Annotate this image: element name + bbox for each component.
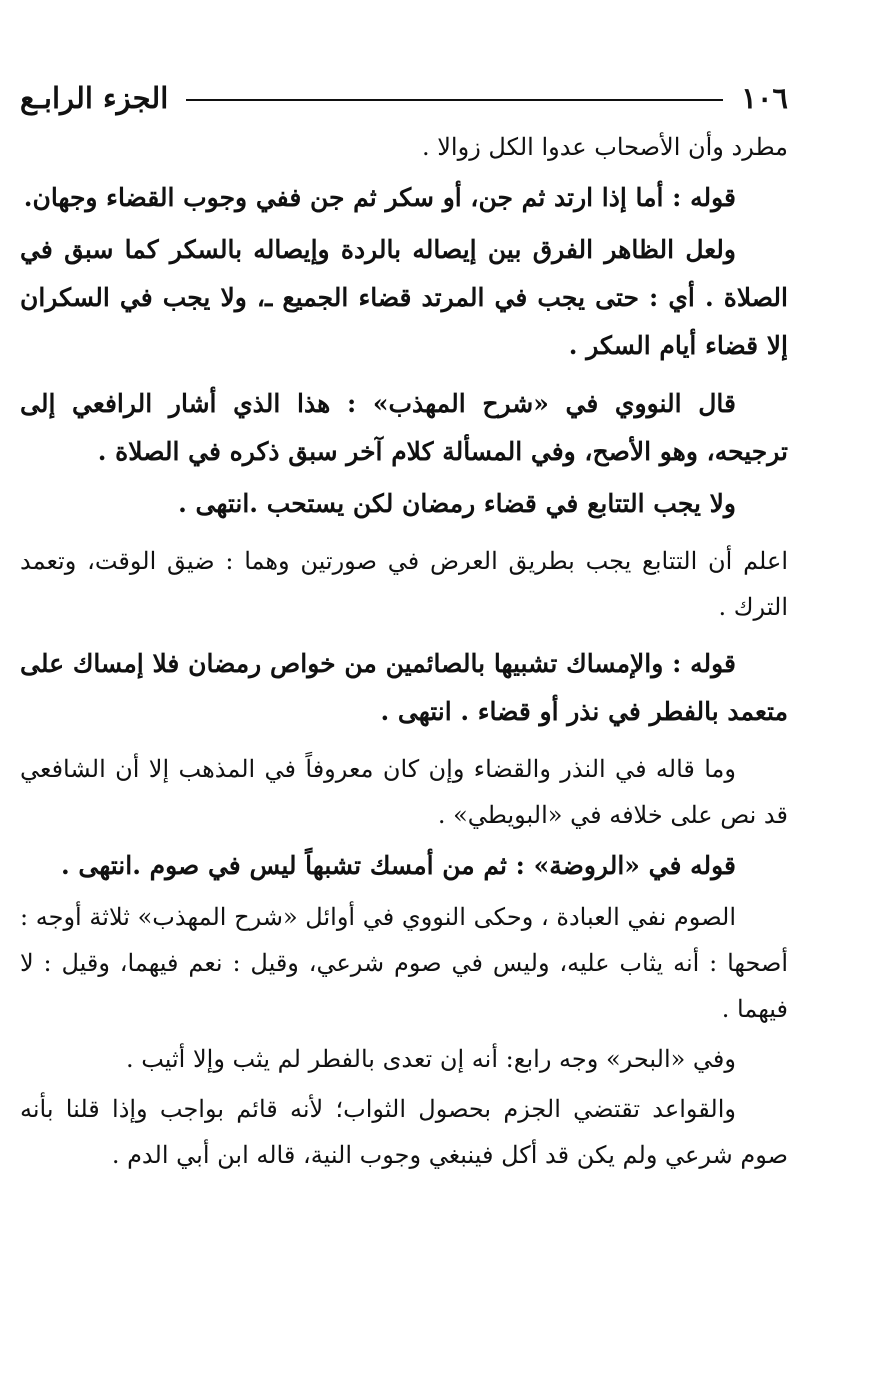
- paragraph: والقواعد تقتضي الجزم بحصول الثواب؛ لأنه قائم بواجب وإذا قلنا بأنه صوم شرعي ولم يكن قد أكل فينبغي وجوب النية، قاله ابن أبي الدم .: [20, 1095, 788, 1169]
- page-number: ١٠٦: [741, 81, 788, 115]
- page-header: [20, 78, 788, 118]
- paragraph: وفي «البحر» وجه رابع: أنه إن تعدى بالفطر لم يثب وإلا أثيب .: [125, 1045, 736, 1073]
- paragraph: الصوم نفي العبادة ، وحكى النووي في أوائل «شرح المهذب» ثلاثة أوجه : أصحها : أنه يثاب عليه، وليس في صوم شرعي، وقيل : نعم فيهما، وقيل : لا فيهما .: [20, 903, 788, 1023]
- header-rule: [186, 99, 723, 101]
- paragraph: قوله : أما إذا ارتد ثم جن، أو سكر ثم جن ففي وجوب القضاء وجهان.: [23, 183, 736, 212]
- running-title: الجزء الرابـع: [20, 81, 169, 115]
- paragraph: قال النووي في «شرح المهذب» : هذا الذي أشار الرافعي إلى ترجيحه، وهو الأصح، وفي المسألة كلام آخر سبق ذكره في الصلاة .: [20, 389, 788, 466]
- paragraph: ولعل الظاهر الفرق بين إيصاله بالردة وإيصاله بالسكر كما سبق في الصلاة . أي : حتى يجب في المرتد قضاء الجميع ـ، ولا يجب في السكران إلا قضاء أيام السكر .: [20, 235, 788, 360]
- paragraph: قوله في «الروضة» : ثم من أمسك تشبهاً ليس في صوم .انتهى .: [61, 851, 736, 880]
- paragraph: وما قاله في النذر والقضاء وإن كان معروفاً في المذهب إلا أن الشافعي قد نص على خلافه في «البويطي» .: [20, 755, 788, 829]
- paragraph: مطرد وأن الأصحاب عدوا الكل زوالا .: [421, 133, 788, 161]
- paragraph: اعلم أن التتابع يجب بطريق العرض في صورتين وهما : ضيق الوقت، وتعمد الترك .: [20, 547, 788, 621]
- paragraph: ولا يجب التتابع في قضاء رمضان لكن يستحب .انتهى .: [178, 489, 736, 518]
- paragraph: قوله : والإمساك تشبيها بالصائمين من خواص رمضان فلا إمساك على متعمد بالفطر في نذر أو قضاء . انتهى .: [20, 649, 788, 726]
